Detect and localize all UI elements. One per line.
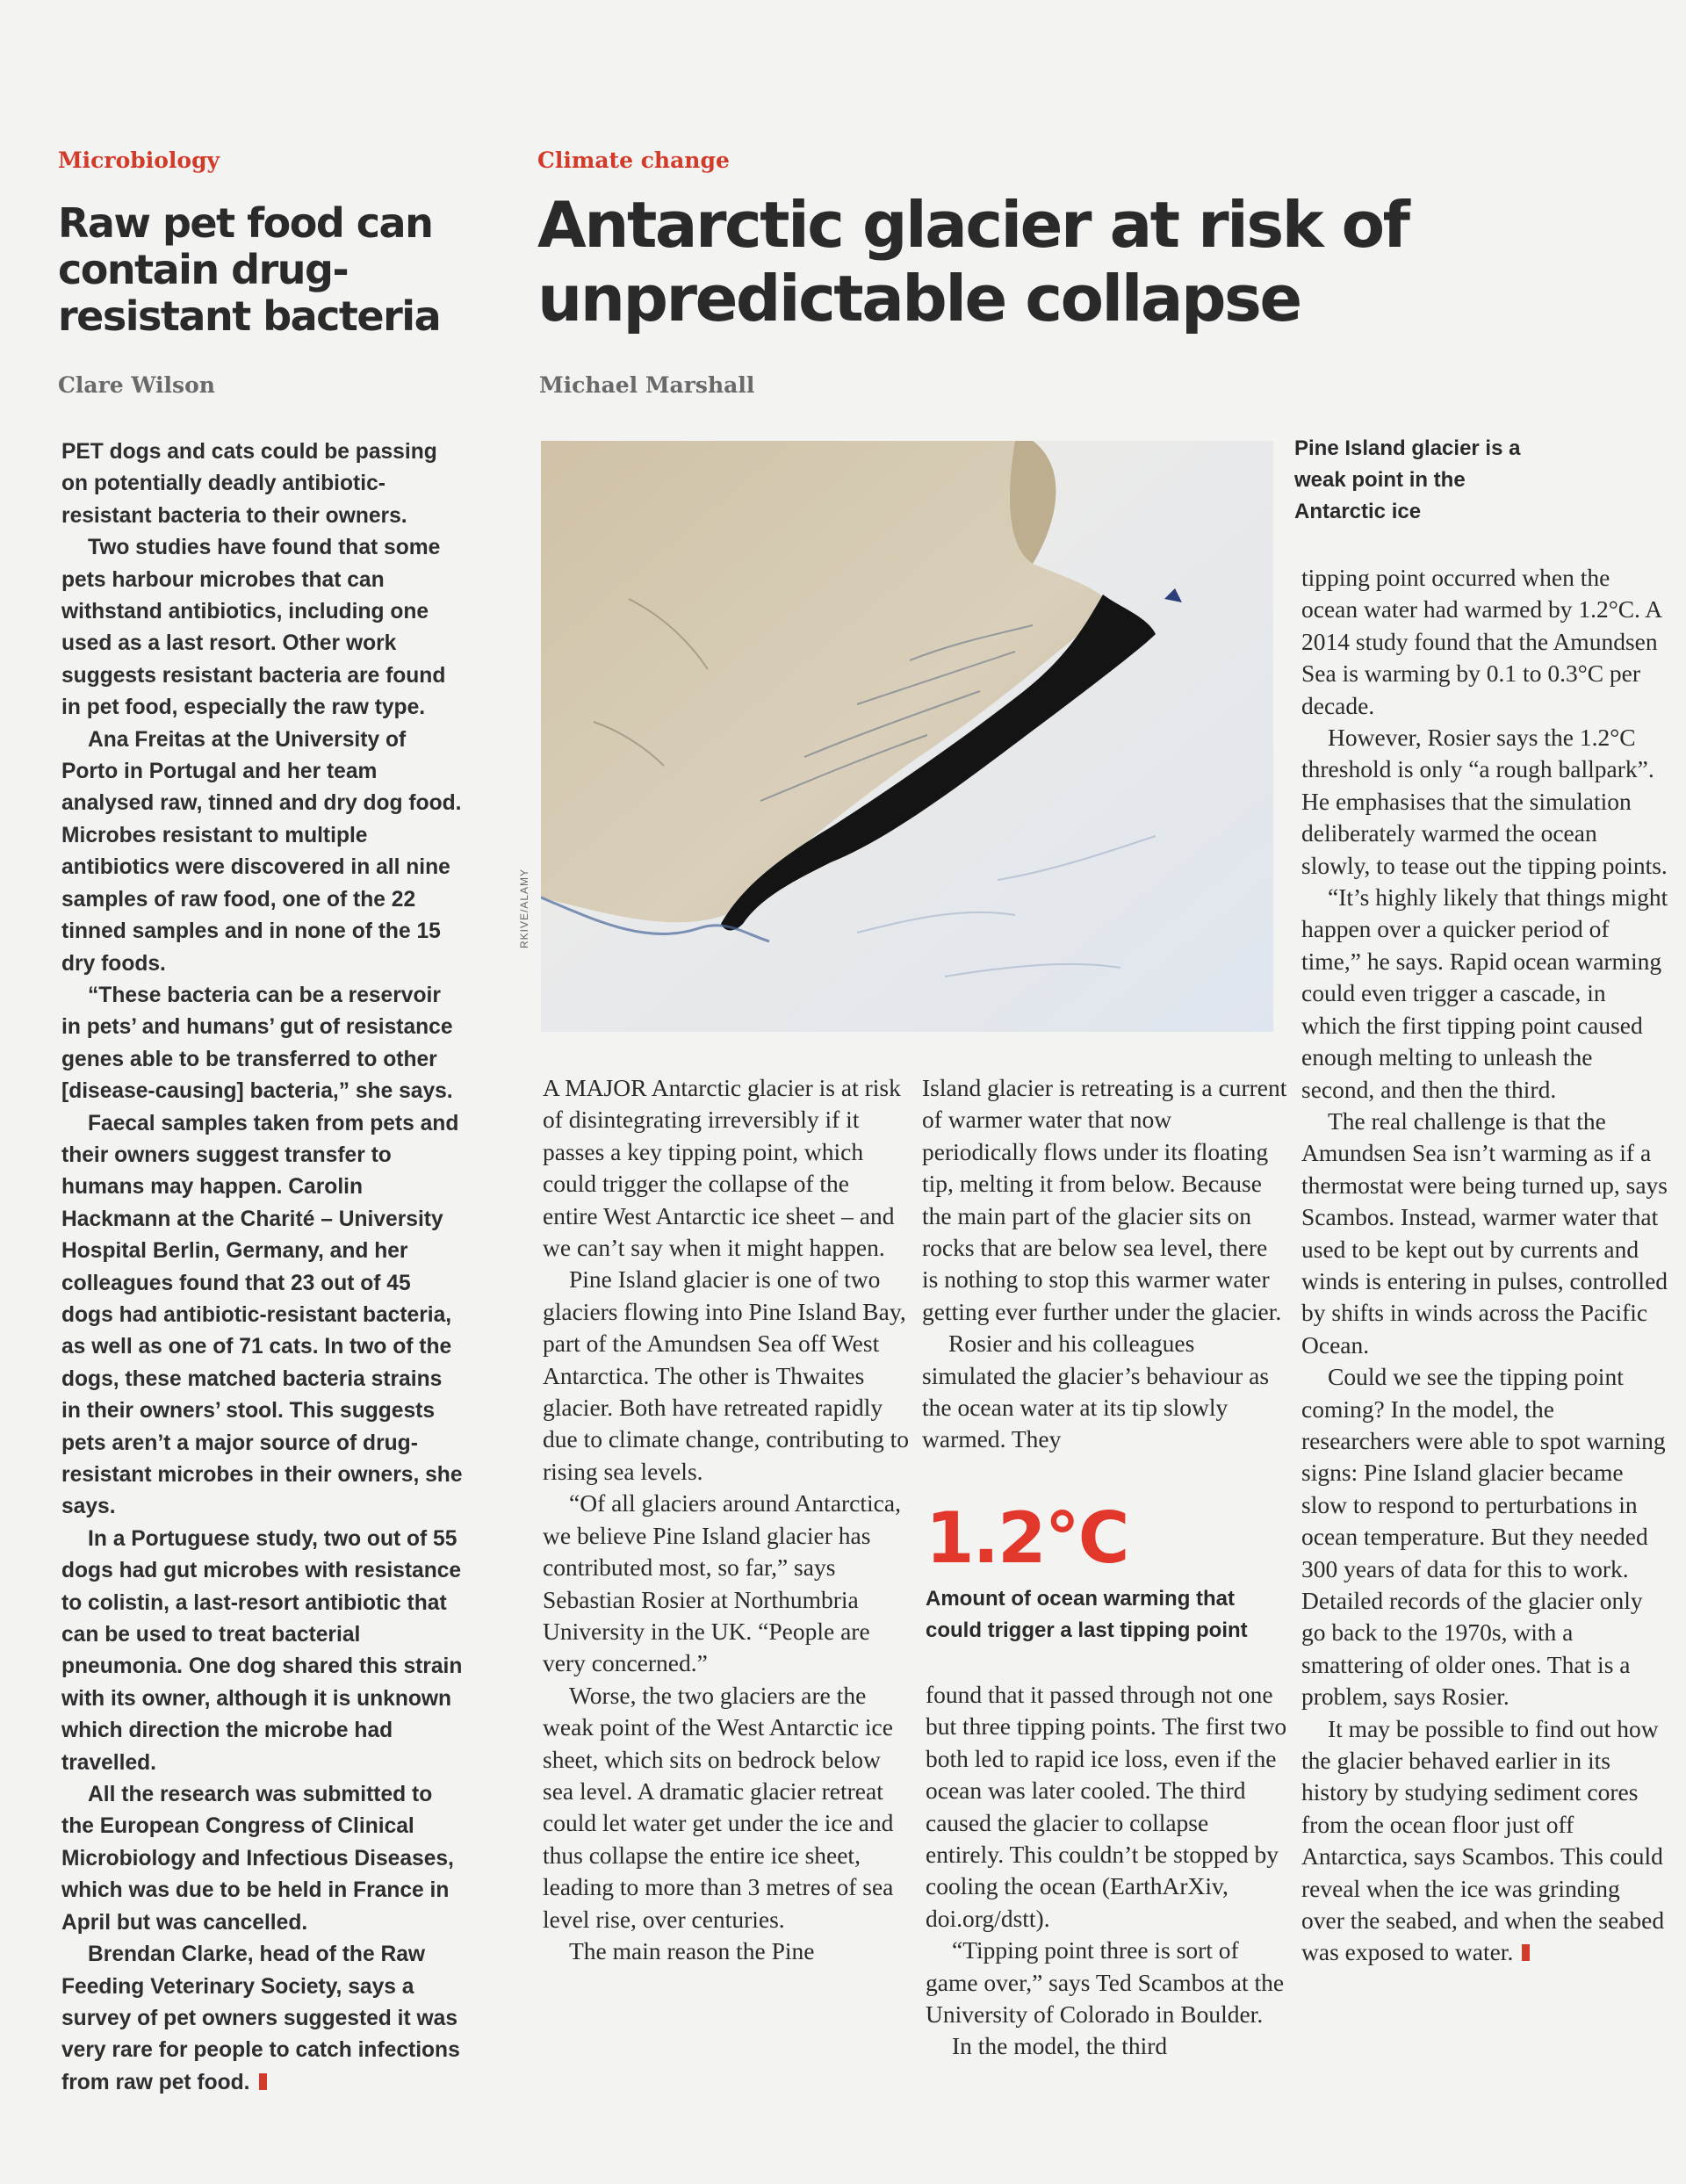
body-paragraph: The main reason the Pine	[569, 1936, 815, 1964]
byline-clare-wilson: Clare Wilson	[58, 372, 215, 398]
body-paragraph: In a Portuguese study, two out of 55 dogs had gut microbes with resistance to colistin, a last-resort antibiotic that can be used to treat bacterial pneumonia. One dog shared this strain with its owner, although it is unknown which direction the microbe had travelled.	[61, 1526, 463, 1775]
pull-quote-stat: 1.2°C	[926, 1497, 1128, 1579]
byline-michael-marshall: Michael Marshall	[539, 372, 755, 398]
article-column-1	[543, 1072, 910, 1967]
article-headline-pet-food: Raw pet food can contain drug-resistant bacteria	[58, 199, 441, 340]
end-mark-icon	[1522, 1944, 1530, 1961]
body-paragraph: Two studies have found that some pets harbour microbes that can withstand antibiotics, including one used as a last resort. Other work suggests resistant bacteria are found in pet food, especially the raw type.	[61, 536, 446, 720]
article-column-3	[1301, 562, 1668, 1969]
body-paragraph: A MAJOR Antarctic glacier is at risk of disintegrating irreversibly if it passes a key tipping point, which could trigger the collapse of the entire West Antarctic ice sheet – and we can’t say when it might happen.	[543, 1074, 901, 1262]
body-paragraph: “It’s highly likely that things might happen over a quicker period of time,” he says. Rapid ocean warming could even trigger a cascade, in which the first tipping point caused enough melting to unleash the second, and then the third.	[1301, 883, 1668, 1103]
body-paragraph: Worse, the two glaciers are the weak point of the West Antarctic ice sheet, which sits on bedrock below sea level. A dramatic glacier retreat could let water get under the ice and thus collapse the entire ice sheet, leading to more than 3 metres of sea level rise, over centuries.	[543, 1681, 894, 1933]
body-paragraph: The real challenge is that the Amundsen Sea isn’t warming as if a thermostat were being turned up, says Scambos. Instead, warmer water that used to be kept out by currents and winds is entering in pulses, controlled by shifts in winds across the Pacific Ocean.	[1301, 1106, 1668, 1359]
body-paragraph-text: Brendan Clarke, head of the Raw Feeding Veterinary Society, says a survey of pet owners suggested it was very rare for people to catch infections from raw pet food.	[61, 1943, 460, 2094]
body-paragraph-last	[61, 1939, 465, 2099]
body-paragraph: Pine Island glacier is one of two glaciers flowing into Pine Island Bay, part of the Amundsen Sea off West Antarctica. The other is Thwaites glacier. Both have retreated rapidly due to climate change, contributing to rising sea levels.	[543, 1265, 909, 1485]
article-column-2-bottom	[926, 1679, 1293, 2063]
body-paragraph: In the model, the third	[952, 2032, 1168, 2060]
body-paragraph: Could we see the tipping point coming? In the model, the researchers were able to spot warning signs: Pine Island glacier became slow to respond to perturbations in ocean temperature. But they needed 300 years of data for this to work. Detailed records of the glacier only go back to the 1970s, with a smattering of older ones. That is a problem, says Rosier.	[1301, 1363, 1666, 1711]
body-paragraph: Ana Freitas at the University of Porto in Portugal and her team analysed raw, tinned and dry dog food. Microbes resistant to multiple antibiotics were discovered in all nine samples of raw food, one of the 22 tinned samples and in none of the 15 dry foods.	[61, 727, 462, 976]
body-paragraph: found that it passed through not one but three tipping points. The first two both led to rapid ice loss, even if the ocean was later cooled. The third caused the glacier to collapse entirely. This couldn’t be stopped by cooling the ocean (EarthArXiv, doi.org/dstt).	[926, 1681, 1287, 1932]
body-paragraph: All the research was submitted to the European Congress of Clinical Microbiology and Infectious Diseases, which was due to be held in France in April but was cancelled.	[61, 1783, 454, 1935]
body-paragraph: “Tipping point three is sort of game over,” says Ted Scambos at the University of Colorado in Boulder.	[926, 1936, 1285, 2029]
section-label-microbiology: Microbiology	[58, 148, 220, 173]
body-paragraph: PET dogs and cats could be passing on potentially deadly antibiotic-resistant bacteria to their owners.	[61, 440, 437, 528]
body-paragraph: tipping point occurred when the ocean water had warmed by 1.2°C. A 2014 study found that the Amundsen Sea is warming by 0.1 to 0.3°C per decade.	[1301, 564, 1661, 719]
body-paragraph: “Of all glaciers around Antarctica, we believe Pine Island glacier has contributed most, so far,” says Sebastian Rosier at Northumbria University in the UK. “People are very concerned.”	[543, 1489, 901, 1677]
pull-quote-caption: Amount of ocean warming that could trigger a last tipping point	[926, 1587, 1248, 1643]
article-column-2-top	[922, 1072, 1289, 1456]
body-paragraph: Faecal samples taken from pets and their owners suggest transfer to humans may happen. Carolin Hackmann at the Charité – University Hospital Berlin, Germany, and her colleagues found that 23 out of 45 dogs had antibiotic-resistant bacteria, as well as one of 71 cats. In two of the dogs, these matched bacteria strains in their owners’ stool. This suggests pets aren’t a major source of drug-resistant microbes in their owners, she says.	[61, 1111, 463, 1519]
article-headline-antarctic-glacier: Antarctic glacier at risk of unpredictable collapse	[537, 188, 1409, 335]
body-paragraph: Rosier and his colleagues simulated the glacier’s behaviour as the ocean water at its tip slowly warmed. They	[922, 1330, 1270, 1453]
body-paragraph: However, Rosier says the 1.2°C threshold is only “a rough ballpark”. He emphasises that the simulation deliberately warmed the ocean slowly, to tease out the tipping points.	[1301, 724, 1668, 879]
photo-credit: RKIVE/ALAMY	[518, 868, 530, 948]
end-mark-icon	[259, 2073, 267, 2090]
satellite-photo-pine-island-glacier	[541, 441, 1273, 1032]
body-paragraph-text: It may be possible to find out how the glacier behaved earlier in its history by studying sediment cores from the ocean floor just off Antarctica, says Scambos. This could reveal when the ice was grinding over the seabed, and when the seabed was exposed to water.	[1301, 1714, 1665, 1966]
photo-caption: Pine Island glacier is a weak point in the Antarctic ice	[1294, 436, 1521, 523]
body-paragraph-last	[1301, 1713, 1668, 1969]
body-paragraph: Island glacier is retreating is a current of warmer water that now periodically flows under its floating tip, melting it from below. Because the main part of the glacier sits on rocks that are below sea level, there is nothing to stop this warmer water getting ever further under the glacier.	[922, 1074, 1287, 1325]
section-label-climate-change: Climate change	[537, 148, 730, 173]
body-paragraph: “These bacteria can be a reservoir in pets’ and humans’ gut of resistance genes able to be transferred to other [disease-causing] bacteria,” she says.	[61, 983, 453, 1104]
article-body-pet-food	[61, 436, 465, 2099]
